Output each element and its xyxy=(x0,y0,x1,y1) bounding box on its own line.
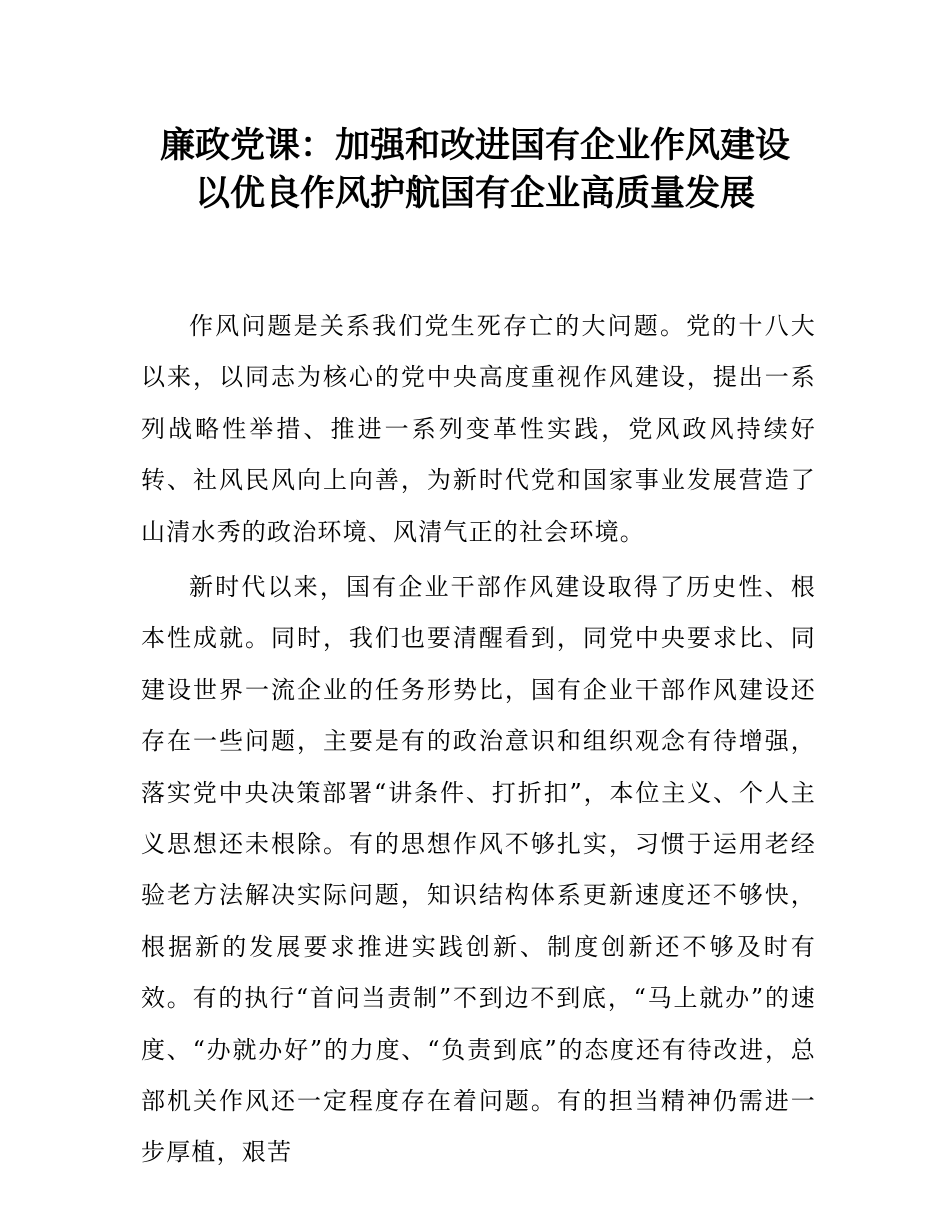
document-title-line-2: 以优良作风护航国有企业高质量发展 xyxy=(194,173,755,214)
document-title-line-1: 廉政党课：加强和改进国有企业作风建设 xyxy=(159,125,790,166)
body-paragraph-1: 作风问题是关系我们党生死存亡的大问题。党的十八大以来，以同志为核心的党中央高度重视作风建设，提出一系列战略性举措、推进一系列变革性实践，党风政风持续好转、社风民风向上向善，为新时代党和国家事业发展营造了山清水秀的政治环境、风清气正的社会环境。 xyxy=(141,312,816,546)
body-paragraph-2: 新时代以来，国有企业干部作风建设取得了历史性、根本性成就。同时，我们也要清醒看到，同党中央要求比、同建设世界一流企业的任务形势比，国有企业干部作风建设还存在一些问题，主要是有的政治意识和组织观念有待增强，落实党中央决策部署“讲条件、打折扣”，本位主义、个人主义思想还未根除。有的思想作风不够扎实，习惯于运用老经验老方法解决实际问题，知识结构体系更新速度还不够快，根据新的发展要求推进实践创新、制度创新还不够及时有效。有的执行“首问当责制”不到边不到底，“马上就办”的速度、“办就办好”的力度、“负责到底”的态度还有待改进，总部机关作风还一定程度存在着问题。有的担当精神仍需进一步厚植，艰苦 xyxy=(141,573,816,1167)
